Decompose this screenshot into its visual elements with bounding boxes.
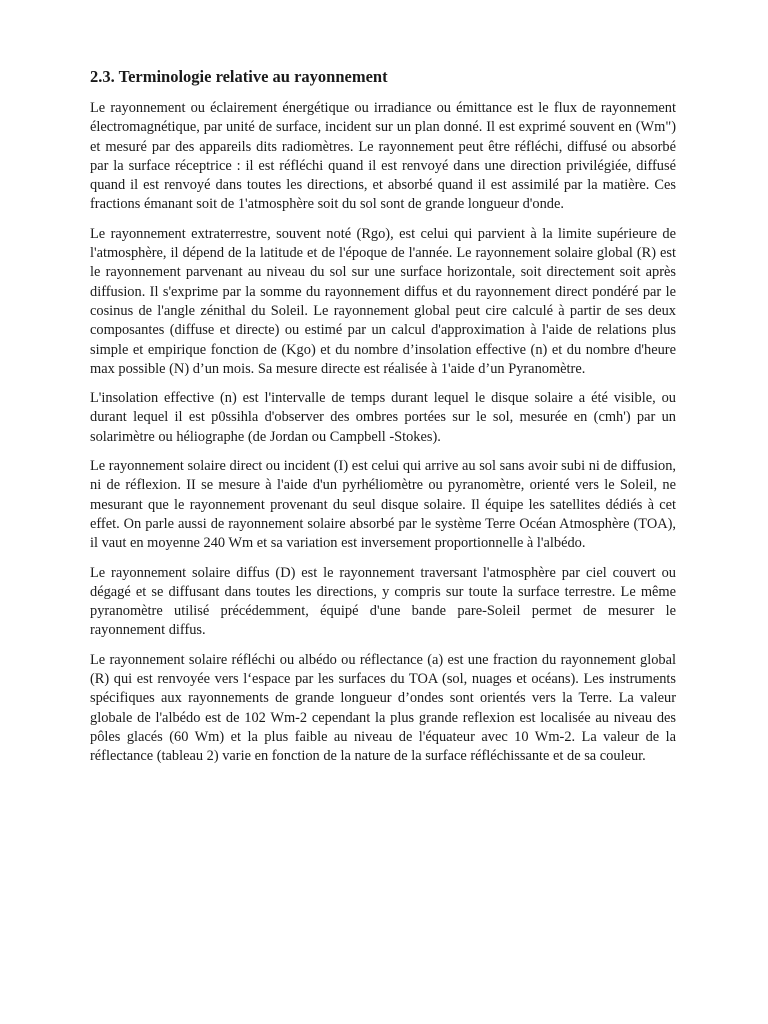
- paragraph-extraterrestrial: Le rayonnement extraterrestre, souvent noté (Rgo), est celui qui parvient à la limite supérieure de l'atmosphère, il dépend de la latitude et de l'époque de l'année. Le rayonnement solaire global (R) est le rayonnement parvenant au niveau du sol sur une surface horizontale, soit directement soit après diffusion. Il s'exprime par la somme du rayonnement diffus et du rayonnement direct pondéré par le cosinus de l'angle zénithal du Soleil. Le rayonnement global peut cire calculé à partir de ses deux composantes (diffuse et directe) ou estimé par un calcul d'approximation à l'aide de relations plus simple et empirique fonction de (Kgo) et du nombre d’insolation effective (n) et du nombre d'heure max possible (N) d’un mois. Sa mesure directe est réalisée à 1'aide d’un Pyranomètre.: [90, 225, 676, 377]
- paragraph-insolation: L'insolation effective (n) est l'intervalle de temps durant lequel le disque solaire a été visible, ou durant lequel il est p0ssihla d'observer des ombres portées sur le sol, mesurée en (cmh') par un solarimètre ou héliographe (de Jordan ou Campbell -Stokes).: [90, 390, 676, 445]
- paragraph-albedo: Le rayonnement solaire réfléchi ou albédo ou réflectance (a) est une fraction du rayonnement global (R) qui est renvoyée vers l‘espace par les surfaces du TOA (sol, nuages et océans). Les instruments spécifiques aux rayonnements de grande longueur d’ondes sont orientés vers la Terre. La valeur globale de l'albédo est de 102 Wm-2 cependant la plus grande reflexion est localisée au niveau des pôles glacés (60 Wm) et la plus faible au niveau de l'équateur avec 10 Wm-2. La valeur de la réflectance (tableau 2) varie en fonction de la nature de la surface réfléchissante et de sa couleur.: [90, 651, 676, 765]
- paragraph-diffuse-radiation: Le rayonnement solaire diffus (D) est le rayonnement traversant l'atmosphère par ciel couvert ou dégagé et se diffusant dans toutes les directions, y compris sur toute la surface terrestre. Le même pyranomètre utilisé précédemment, équipé d'une bande pare-Soleil permet de mesurer le rayonnement diffus.: [90, 564, 676, 639]
- paragraph-irradiance: Le rayonnement ou éclairement énergétique ou irradiance ou émittance est le flux de rayonnement électromagnétique, par unité de surface, incident sur un plan donné. Il est exprimé souvent en (Wm") et mesuré par des appareils dits radiomètres. Le rayonnement peut être réfléchi, diffusé ou absorbé par la surface réceptrice : il est réfléchi quand il est renvoyé dans une direction privilégiée, diffusé quand il est renvoyé dans toutes les directions, et absorbé quand il est assimilé par la matière. Ces fractions émanant soit de 1'atmosphère soit du sol sont de grande longueur d'onde.: [90, 100, 676, 213]
- paragraph-direct-radiation: Le rayonnement solaire direct ou incident (I) est celui qui arrive au sol sans avoir subi ni de diffusion, ni de réflexion. II se mesure à l'aide d'un pyrhéliomètre ou pyranomètre, orienté vers le Soleil, ne mesurant que le rayonnement provenant du seul disque solaire. Il équipe les satellites dédiés à cet effet. On parle aussi de rayonnement solaire absorbé par le système Terre Océan Atmosphère (TOA), il vaut en moyenne 240 Wm et sa variation est inversement proportionnelle à l'albédo.: [90, 458, 676, 552]
- document-page: [90, 64, 676, 777]
- section-heading: 2.3. Terminologie relative au rayonnement: [90, 67, 388, 86]
